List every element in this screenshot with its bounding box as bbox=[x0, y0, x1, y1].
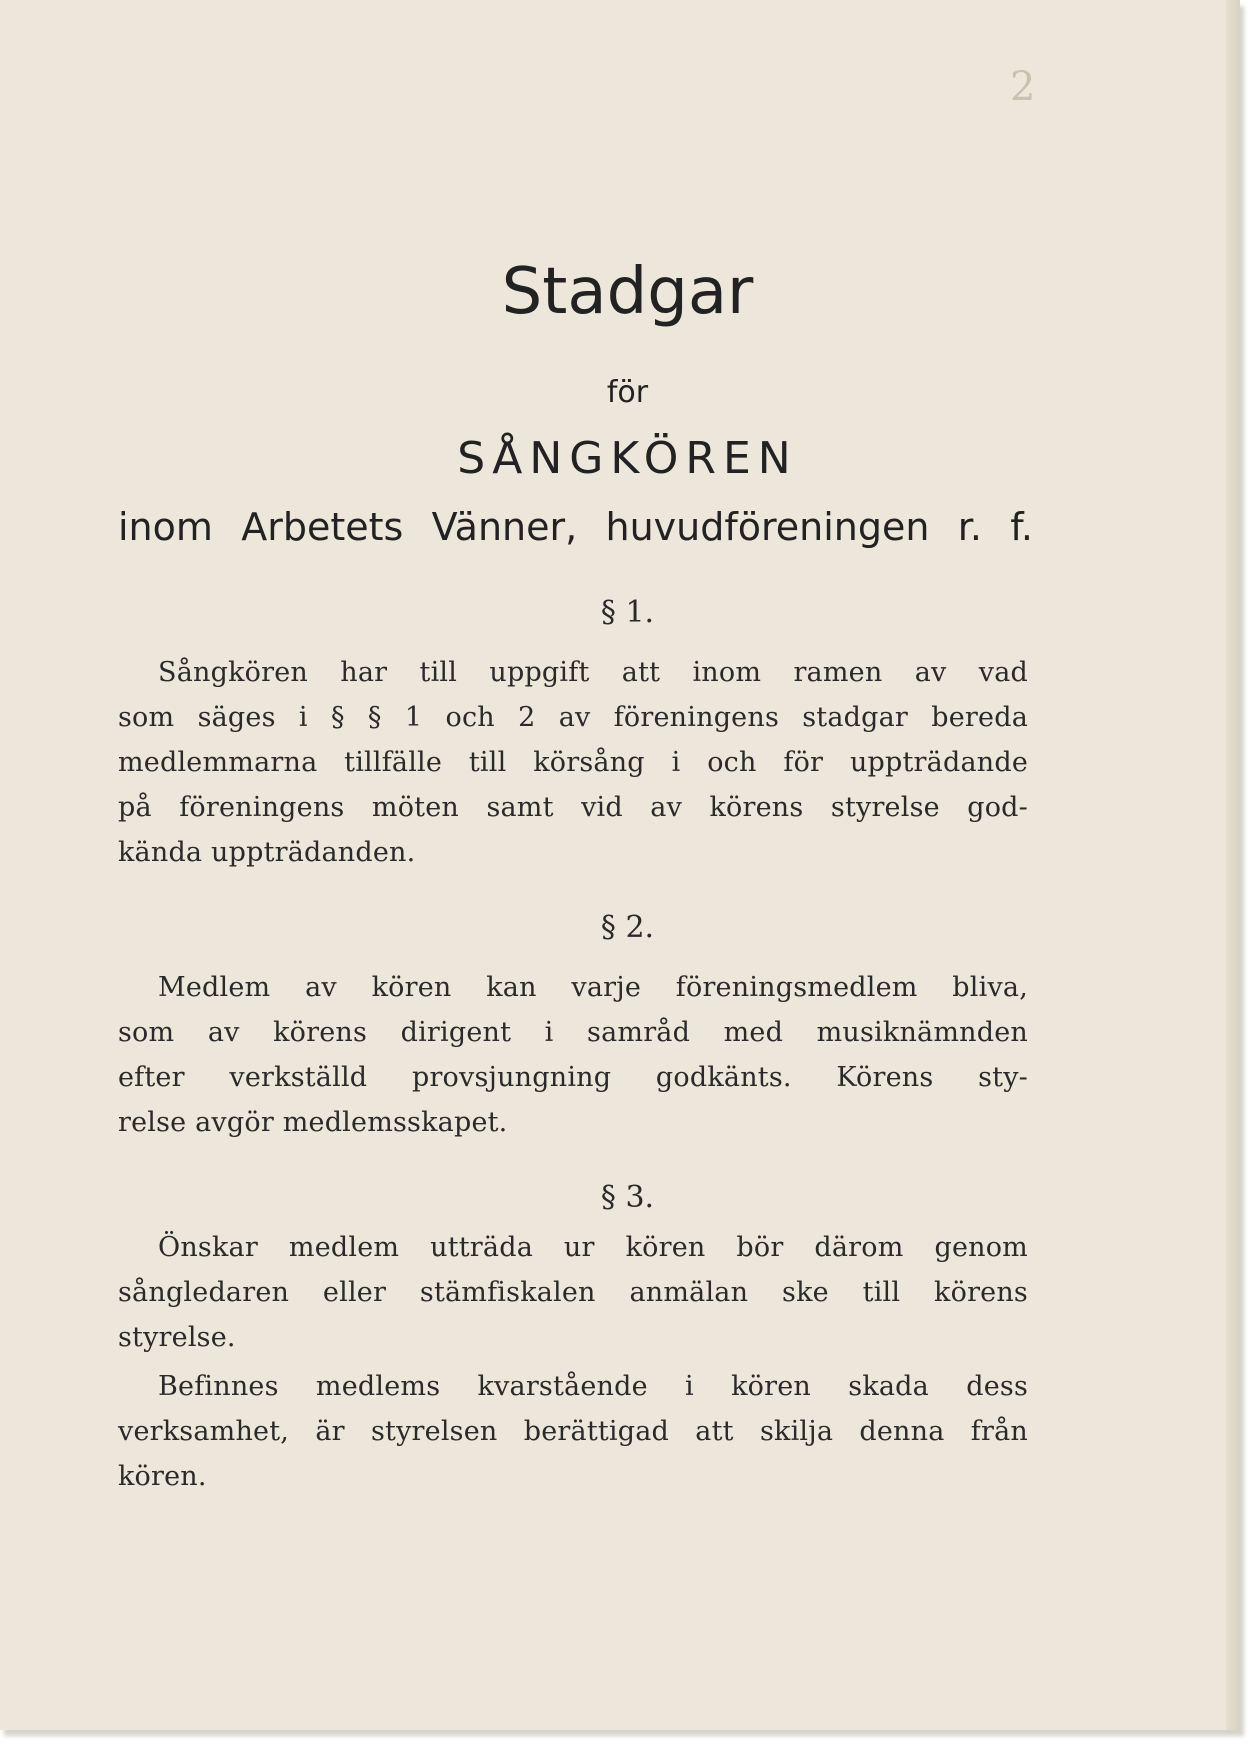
text-line: kören. bbox=[118, 1461, 207, 1492]
text-line: på föreningens möten samt vid av körens styrelse god- bbox=[118, 792, 1028, 823]
section-heading-3: § 3. bbox=[600, 1180, 655, 1215]
page-number: 2 bbox=[1010, 64, 1036, 110]
text-line: styrelse. bbox=[118, 1322, 236, 1353]
text-line: sångledaren eller stämfiskalen anmälan ske till körens bbox=[118, 1277, 1028, 1308]
text-line: som säges i § § 1 och 2 av föreningens stadgar bereda bbox=[118, 702, 1028, 733]
section-2-paragraph bbox=[118, 965, 1028, 1145]
text-line: som av körens dirigent i samråd med musiknämnden bbox=[118, 1017, 1028, 1048]
section-heading-1: § 1. bbox=[600, 595, 655, 630]
choir-name: SÅNGKÖREN bbox=[457, 433, 798, 484]
title-connector: för bbox=[606, 375, 649, 410]
text-line: relse avgör medlemsskapet. bbox=[118, 1107, 508, 1138]
section-3-paragraph-2 bbox=[118, 1364, 1028, 1499]
text-line: Medlem av kören kan varje föreningsmedlem bliva, bbox=[158, 972, 1028, 1003]
text-line: Sångkören har till uppgift att inom ramen av vad bbox=[158, 657, 1028, 688]
text-line: kända uppträdanden. bbox=[118, 837, 416, 868]
text-line: medlemmarna tillfälle till körsång i och för uppträdande bbox=[118, 747, 1028, 778]
text-line: Befinnes medlems kvarstående i kören skada dess bbox=[158, 1371, 1028, 1402]
text-line: Önskar medlem utträda ur kören bör därom genom bbox=[158, 1232, 1028, 1263]
section-heading-2: § 2. bbox=[600, 910, 655, 945]
section-1-paragraph bbox=[118, 650, 1028, 875]
section-3-paragraph-1 bbox=[118, 1225, 1028, 1360]
text-line: verksamhet, är styrelsen berättigad att skilja denna från bbox=[118, 1416, 1028, 1447]
document-title: Stadgar bbox=[501, 255, 754, 329]
organization-subtitle: inom Arbetets Vänner, huvudföreningen r. f. bbox=[118, 505, 1033, 549]
text-line: efter verkställd provsjungning godkänts. Körens sty- bbox=[118, 1062, 1028, 1093]
